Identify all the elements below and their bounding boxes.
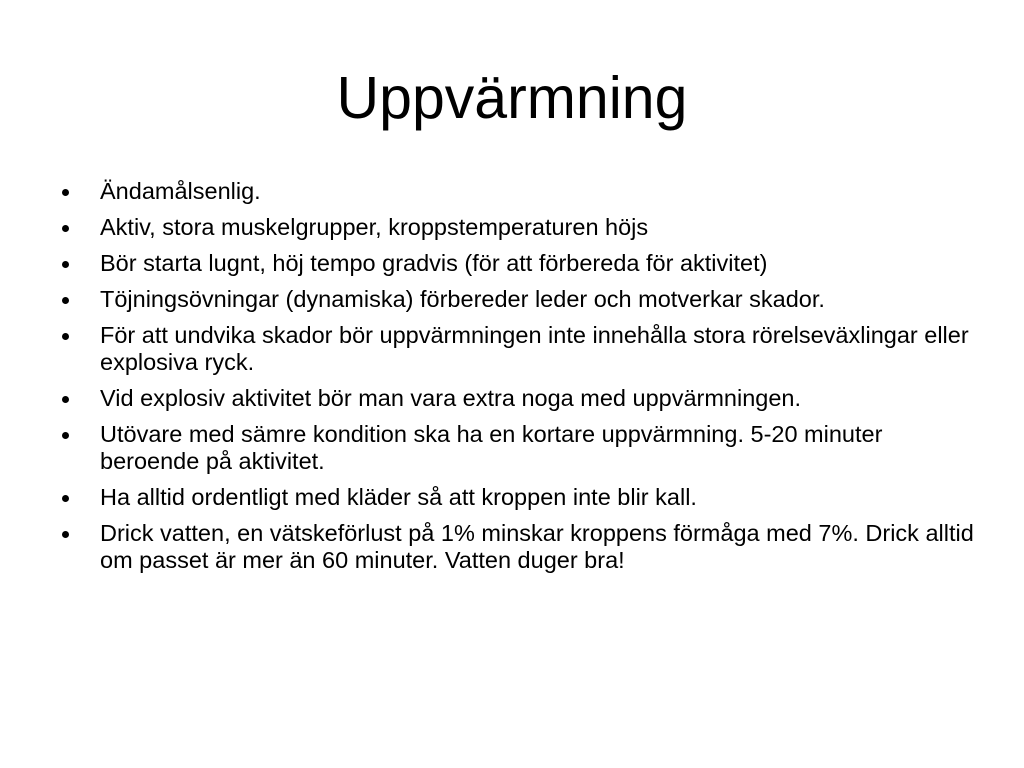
bullet-item (60, 286, 980, 313)
bullet-item (60, 484, 980, 511)
bullet-dot-icon (62, 531, 69, 538)
bullet-list (60, 178, 980, 583)
bullet-text: Utövare med sämre kondition ska ha en kortare uppvärmning. 5-20 minuter beroende på aktivitet. (100, 421, 883, 474)
bullet-dot-icon (62, 333, 69, 340)
bullet-item (60, 520, 980, 574)
bullet-text: Drick vatten, en vätskeförlust på 1% minskar kroppens förmåga med 7%. Drick alltid om passet är mer än 60 minuter. Vatten duger bra! (100, 520, 974, 573)
bullet-item (60, 214, 980, 241)
bullet-item (60, 385, 980, 412)
bullet-text: Bör starta lugnt, höj tempo gradvis (för att förbereda för aktivitet) (100, 250, 768, 276)
bullet-dot-icon (62, 297, 69, 304)
bullet-item (60, 322, 980, 376)
bullet-text: Aktiv, stora muskelgrupper, kroppstemperaturen höjs (100, 214, 649, 240)
bullet-dot-icon (62, 261, 69, 268)
bullet-dot-icon (62, 225, 69, 232)
bullet-item (60, 421, 980, 475)
bullet-item (60, 250, 980, 277)
bullet-text: Töjningsövningar (dynamiska) förbereder leder och motverkar skador. (100, 286, 825, 312)
bullet-dot-icon (62, 396, 69, 403)
slide-title: Uppvärmning (336, 65, 688, 131)
bullet-text: För att undvika skador bör uppvärmningen inte innehålla stora rörelseväxlingar eller explosiva ryck. (100, 322, 969, 375)
bullet-text: Ändamålsenlig. (100, 178, 261, 204)
bullet-dot-icon (62, 189, 69, 196)
bullet-item (60, 178, 980, 205)
bullet-dot-icon (62, 432, 69, 439)
bullet-dot-icon (62, 495, 69, 502)
bullet-text: Vid explosiv aktivitet bör man vara extra noga med uppvärmningen. (100, 385, 802, 411)
bullet-text: Ha alltid ordentligt med kläder så att kroppen inte blir kall. (100, 484, 697, 510)
